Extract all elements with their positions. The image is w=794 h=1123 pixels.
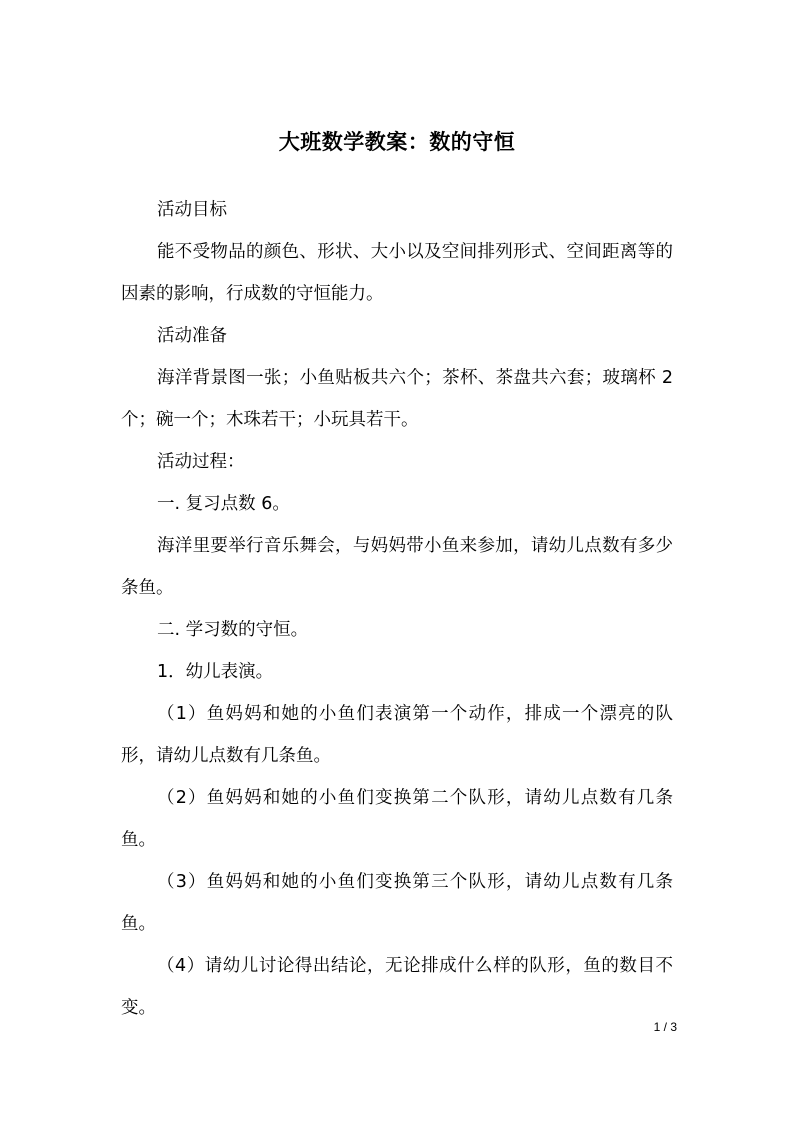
paragraph-step-one-text: 海洋里要举行音乐舞会，与妈妈带小鱼来参加，请幼儿点数有多少条鱼。 (121, 536, 673, 598)
paragraph-item-3: （3）鱼妈妈和她的小鱼们变换第三个队形，请幼儿点数有几条鱼。 (121, 872, 673, 934)
paragraph-sub-step-1: 1．幼儿表演。 (157, 662, 274, 682)
paragraph-heading-process: 活动过程： (157, 452, 245, 472)
paragraph-step-two: 二. 学习数的守恒。 (157, 620, 309, 640)
paragraph-heading-goals: 活动目标 (157, 200, 227, 220)
page-number: 1 / 3 (653, 1020, 677, 1034)
paragraph-goals-text: 能不受物品的颜色、形状、大小以及空间排列形式、空间距离等的因素的影响，行成数的守恒能力。 (121, 242, 673, 304)
paragraph-step-one: 一. 复习点数 6。 (157, 494, 290, 514)
paragraph-item-2: （2）鱼妈妈和她的小鱼们变换第二个队形，请幼儿点数有几条鱼。 (121, 788, 673, 850)
paragraph-item-4: （4）请幼儿讨论得出结论，无论排成什么样的队形，鱼的数目不变。 (121, 956, 673, 1018)
paragraph-item-1: （1）鱼妈妈和她的小鱼们表演第一个动作，排成一个漂亮的队形，请幼儿点数有几条鱼。 (121, 704, 673, 766)
document-title: 大班数学教案：数的守恒 (278, 130, 516, 154)
paragraph-heading-preparation: 活动准备 (157, 326, 227, 346)
paragraph-preparation-text: 海洋背景图一张；小鱼贴板共六个；茶杯、茶盘共六套；玻璃杯 2 个；碗一个；木珠若干；小玩具若干。 (121, 368, 673, 430)
